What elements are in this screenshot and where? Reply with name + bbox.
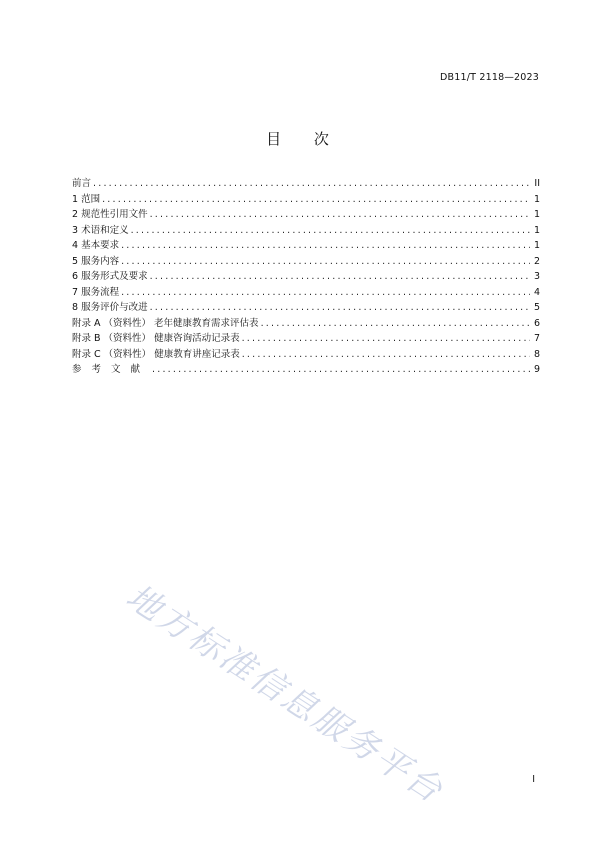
- toc-entry-service-process[interactable]: [72, 285, 540, 301]
- toc-entry-scope[interactable]: [72, 192, 540, 208]
- toc-leader-dots: [150, 207, 530, 223]
- toc-entry-label: 8 服务评价与改进: [72, 302, 148, 313]
- toc-entry-appendix-a[interactable]: [72, 316, 540, 332]
- toc-entry-label: 2 规范性引用文件: [72, 209, 148, 220]
- toc-leader-dots: [121, 285, 530, 301]
- toc-leader-dots: [121, 238, 530, 254]
- toc-leader-dots: [242, 347, 530, 363]
- toc-entry-service-content[interactable]: [72, 254, 540, 270]
- toc-entry-label: 3 术语和定义: [72, 224, 129, 236]
- toc-entry-appendix-b[interactable]: [72, 331, 540, 347]
- toc-entry-page: 2: [533, 255, 540, 267]
- toc-entry-label: 1 范围: [72, 193, 101, 205]
- toc-entry-page: 7: [533, 333, 540, 344]
- toc-entry-label: 4 基本要求: [72, 240, 120, 251]
- toc-entry-appendix-c[interactable]: [72, 347, 540, 363]
- toc-entry-page: II: [534, 178, 540, 189]
- toc-entry-page: 5: [533, 302, 540, 313]
- toc-entry-page: 6: [533, 317, 540, 329]
- toc-leader-dots: [150, 269, 530, 285]
- toc-leader-dots: [152, 362, 530, 378]
- toc-entry-page: 9: [533, 364, 540, 375]
- toc-entry-label: 5 服务内容: [72, 255, 120, 267]
- watermark-text: 地方标准信息服务平台: [118, 576, 451, 812]
- toc-leader-dots: [121, 254, 530, 270]
- toc-entry-basic-requirements[interactable]: [72, 238, 540, 254]
- toc-entry-terms-definitions[interactable]: [72, 223, 540, 239]
- toc-leader-dots: [242, 331, 530, 347]
- toc-entry-page: 1: [533, 209, 540, 220]
- toc-leader-dots: [261, 316, 530, 332]
- toc-entry-page: 4: [533, 286, 540, 298]
- toc-leader-dots: [102, 192, 530, 208]
- toc-entry-page: 1: [533, 240, 540, 251]
- toc-entry-page: 1: [533, 224, 540, 236]
- toc-entry-service-evaluation[interactable]: [72, 300, 540, 316]
- toc-leader-dots: [150, 300, 530, 316]
- document-code: DB11/T 2118—2023: [440, 72, 539, 83]
- toc-leader-dots: [93, 176, 530, 192]
- toc-entry-bibliography[interactable]: [72, 362, 540, 378]
- toc-entry-label: 附录 C （资料性） 健康教育讲座记录表: [72, 348, 240, 360]
- table-of-contents: [72, 176, 540, 378]
- toc-entry-service-forms[interactable]: [72, 269, 540, 285]
- toc-entry-foreword[interactable]: [72, 176, 540, 192]
- toc-entry-page: 8: [533, 348, 540, 360]
- toc-entry-page: 1: [533, 193, 540, 205]
- toc-entry-label: 6 服务形式及要求: [72, 271, 148, 282]
- toc-leader-dots: [131, 223, 530, 239]
- toc-entry-label: 7 服务流程: [72, 286, 120, 298]
- toc-entry-page: 3: [533, 271, 540, 282]
- toc-entry-label: 前言: [72, 178, 92, 189]
- toc-entry-label: 附录 A （资料性） 老年健康教育需求评估表: [72, 317, 259, 329]
- toc-entry-label: 参考文献: [72, 364, 151, 375]
- toc-title: 目 次: [266, 130, 343, 148]
- page-number: I: [532, 774, 535, 785]
- toc-entry-normative-references[interactable]: [72, 207, 540, 223]
- toc-entry-label: 附录 B （资料性） 健康咨询活动记录表: [72, 333, 240, 344]
